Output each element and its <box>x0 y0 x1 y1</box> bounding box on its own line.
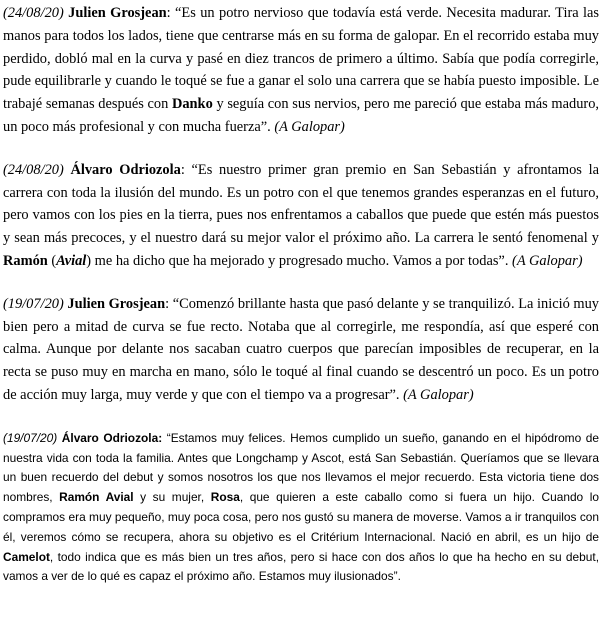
entry-speaker: Julien Grosjean <box>68 5 167 21</box>
entry-text: , todo indica que es más bien un tres años, pero si hace con dos años lo que ha hecho en su debut, vamos a ver de lo qué es capaz el próximo año. Estamos muy ilusionados”. <box>3 549 599 584</box>
entry-bold-name: Ramón Avial <box>59 490 134 505</box>
entry-date: (19/07/20) <box>3 295 64 312</box>
entry-source: (A Galopar) <box>512 252 583 269</box>
entry-source: (A Galopar) <box>403 386 474 403</box>
quote-entry-grosjean-240820 <box>3 2 599 139</box>
entry-speaker: Julien Grosjean <box>67 295 166 312</box>
document-page <box>0 2 603 634</box>
entry-bold-name: Camelot <box>3 549 50 564</box>
entry-bold-name: Avial <box>56 252 87 269</box>
entry-date: (19/07/20) <box>3 430 58 445</box>
entry-speaker: Álvaro Odriozola: <box>61 430 163 445</box>
entry-speaker: Álvaro Odriozola <box>70 161 181 178</box>
entry-bold-name: Danko <box>171 96 213 113</box>
entry-text: “Estamos muy felices. Hemos cumplido un sueño, ganando en el hipódromo de nuestra vida con toda la familia. Antes que Longchamp y Ascot, está San Sebastián. Queríamos que se llevara un buen recuerdo del debut y somos nosotros los que nos llevamos el mejor recuerdo. Esta victoria tiene dos nombres, <box>3 430 599 505</box>
quote-entry-odriozola-240820 <box>3 159 599 273</box>
entry-text: , que quieren a este caballo como si fuera un hijo. Cuando lo compramos era muy pequeño, muy poca cosa, pero nos gustó su manera de moverse. Vamos a ir tranquilos con él, veremos cómo se recupera, ahora su objetivo es el Critérium Internacional. Nació en abril, es un hijo de <box>3 490 600 544</box>
entry-date: (24/08/20) <box>3 5 64 21</box>
quote-entry-odriozola-190720 <box>3 429 599 587</box>
entry-source: (A Galopar) <box>274 118 345 135</box>
quote-entry-grosjean-190720 <box>3 293 599 407</box>
entry-bold-name: Rosa <box>210 490 240 505</box>
entry-text: ( <box>47 252 57 269</box>
entry-text: y su mujer, <box>133 490 211 505</box>
entry-bold-name: Ramón <box>3 252 48 269</box>
entry-text: y seguía con sus nervios, pero me pareció que estaba más maduro, un poco más profesional y con mucha fuerza”. <box>3 96 599 135</box>
entry-text: : “Comenzó brillante hasta que pasó delante y se tranquilizó. La inició muy bien pero a mitad de curva se fue recto. Notaba que al corregirle, me respondía, así que esperé con calma. Aunque por delante nos sacaban cuatro cuerpos que parecían imposibles de recuperar, en la recta se puso muy en marcha en mano, sólo le toqué al final cuando se descentró un poco. Es un potro de acción muy larga, muy verde y que con el tiempo va a progresar”. <box>3 295 599 403</box>
entry-text: : “Es nuestro primer gran premio en San Sebastián y afrontamos la carrera con toda la ilusión del mundo. Es un potro con el que tenemos grandes esperanzas en el futuro, pero vamos con los pies en la tierra, pues nos enfrentamos a caballos que puede que estén más puestos y sean más precoces, y el nuestro dará su mejor valor el próximo año. La carrera le sentó fenomenal y <box>3 161 599 247</box>
entry-date: (24/08/20) <box>3 161 64 178</box>
entry-text: ) me ha dicho que ha mejorado y progresado mucho. Vamos a por todas”. <box>86 252 513 269</box>
entry-text: : “Es un potro nervioso que todavía está verde. Necesita madurar. Tira las manos para todos los lados, tiene que centrarse más en su forma de galopar. En el recorrido estaba muy perdido, dobló mal en la curva y pasé en diez trancos de primero a último. Sabía que podía corregirle, pude equilibrarle y cuando le toqué se fue a ganar el solo una carrera que se había puesto imposible. Le trabajé semanas después con <box>3 5 600 113</box>
